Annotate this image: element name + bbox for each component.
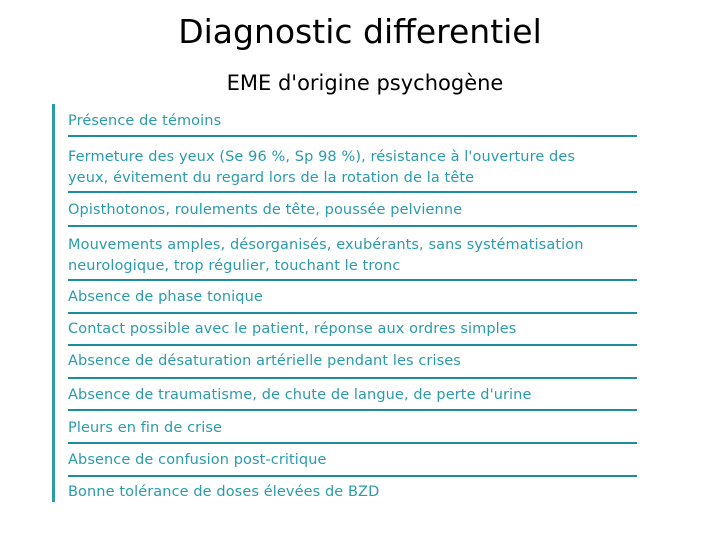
table-row: [68, 196, 637, 227]
row-text: Fermeture des yeux (Se 96 %, Sp 98 %), résistance à l'ouverture des yeux, évitement du regard lors de la rotation de la tête: [68, 149, 576, 186]
row-text: Mouvements amples, désorganisés, exubérants, sans systématisation neurologique, trop régulier, touchant le tronc: [68, 237, 584, 274]
criteria-table: [52, 104, 637, 502]
row-text: Opisthotonos, roulements de tête, poussée pelvienne: [68, 202, 463, 218]
table-row: [68, 414, 637, 444]
slide-title: Diagnostic differentiel: [178, 12, 542, 51]
table-row: [68, 479, 637, 502]
table-row: [68, 381, 637, 411]
row-text: Présence de témoins: [68, 113, 222, 129]
row-text: Absence de confusion post-critique: [68, 452, 327, 468]
row-text: Absence de phase tonique: [68, 289, 263, 305]
table-row: [68, 446, 637, 477]
table-row: [68, 141, 637, 193]
table-row: [68, 348, 637, 379]
slide-subtitle: EME d'origine psychogène: [226, 71, 504, 95]
row-text: Contact possible avec le patient, réponse aux ordres simples: [68, 321, 517, 337]
row-text: Pleurs en fin de crise: [68, 420, 223, 436]
row-text: Bonne tolérance de doses élevées de BZD: [68, 484, 380, 500]
table-row: [68, 316, 637, 346]
table-row: [68, 230, 637, 281]
row-text: Absence de traumatisme, de chute de langue, de perte d'urine: [68, 387, 532, 403]
row-text: Absence de désaturation artérielle pendant les crises: [68, 353, 461, 369]
table-row: [68, 284, 637, 314]
table-left-border: [52, 104, 55, 502]
table-row: [68, 104, 637, 137]
